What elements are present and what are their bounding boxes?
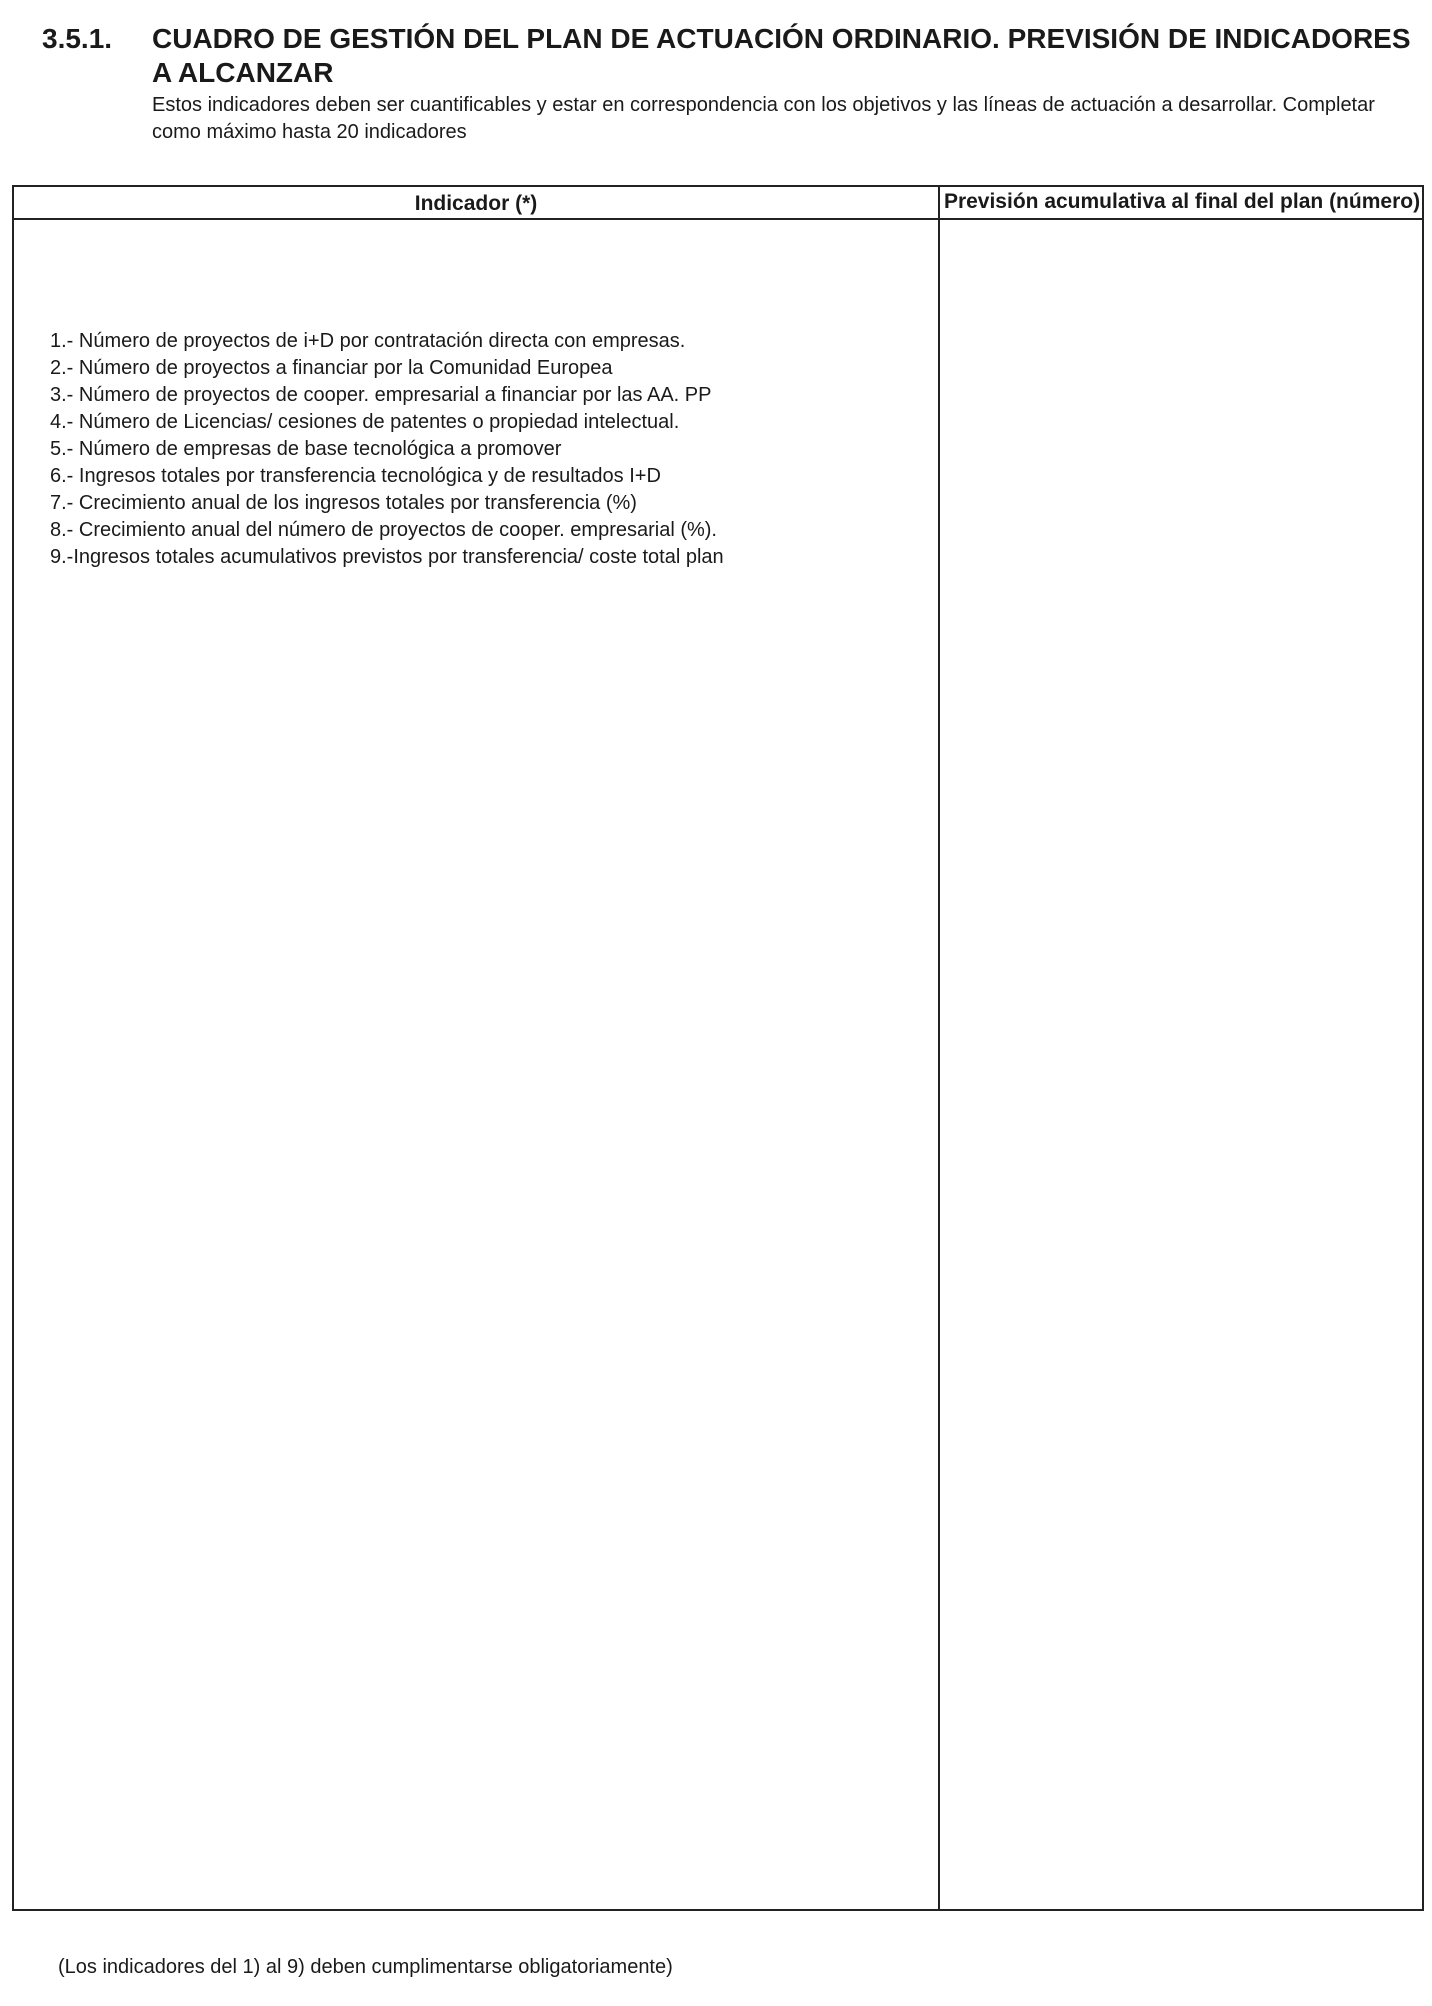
indicator-item: 7.- Crecimiento anual de los ingresos totales por transferencia (%) [50, 492, 637, 514]
column-divider [938, 187, 940, 1909]
table-header-row [14, 187, 1422, 220]
indicator-item: 8.- Crecimiento anual del número de proyectos de cooper. empresarial (%). [50, 519, 717, 541]
indicator-item: 4.- Número de Licencias/ cesiones de patentes o propiedad intelectual. [50, 411, 680, 433]
indicator-item: 2.- Número de proyectos a financiar por la Comunidad Europea [50, 357, 613, 379]
footnote: (Los indicadores del 1) al 9) deben cumplimentarse obligatoriamente) [58, 1956, 673, 1978]
header-indicator: Indicador (*) [414, 191, 538, 215]
section-title: CUADRO DE GESTIÓN DEL PLAN DE ACTUACIÓN ORDINARIO. PREVISIÓN DE INDICADORES A ALCANZAR [152, 23, 1411, 88]
indicator-item: 5.- Número de empresas de base tecnológica a promover [50, 438, 562, 460]
header-forecast: Previsión acumulativa al final del plan (número) [943, 190, 1421, 213]
indicator-item: 1.- Número de proyectos de i+D por contratación directa con empresas. [50, 330, 686, 352]
indicator-item: 6.- Ingresos totales por transferencia tecnológica y de resultados I+D [50, 465, 661, 487]
indicator-list [50, 328, 724, 571]
section-number: 3.5.1. [42, 23, 113, 54]
instructions-text: Estos indicadores deben ser cuantificables y estar en correspondencia con los objetivos y las líneas de actuación a desarrollar. Completar como máximo hasta 20 indicadores [152, 94, 1375, 143]
indicator-item: 3.- Número de proyectos de cooper. empresarial a financiar por las AA. PP [50, 384, 712, 406]
indicator-item: 9.-Ingresos totales acumulativos previstos por transferencia/ coste total plan [50, 546, 724, 568]
